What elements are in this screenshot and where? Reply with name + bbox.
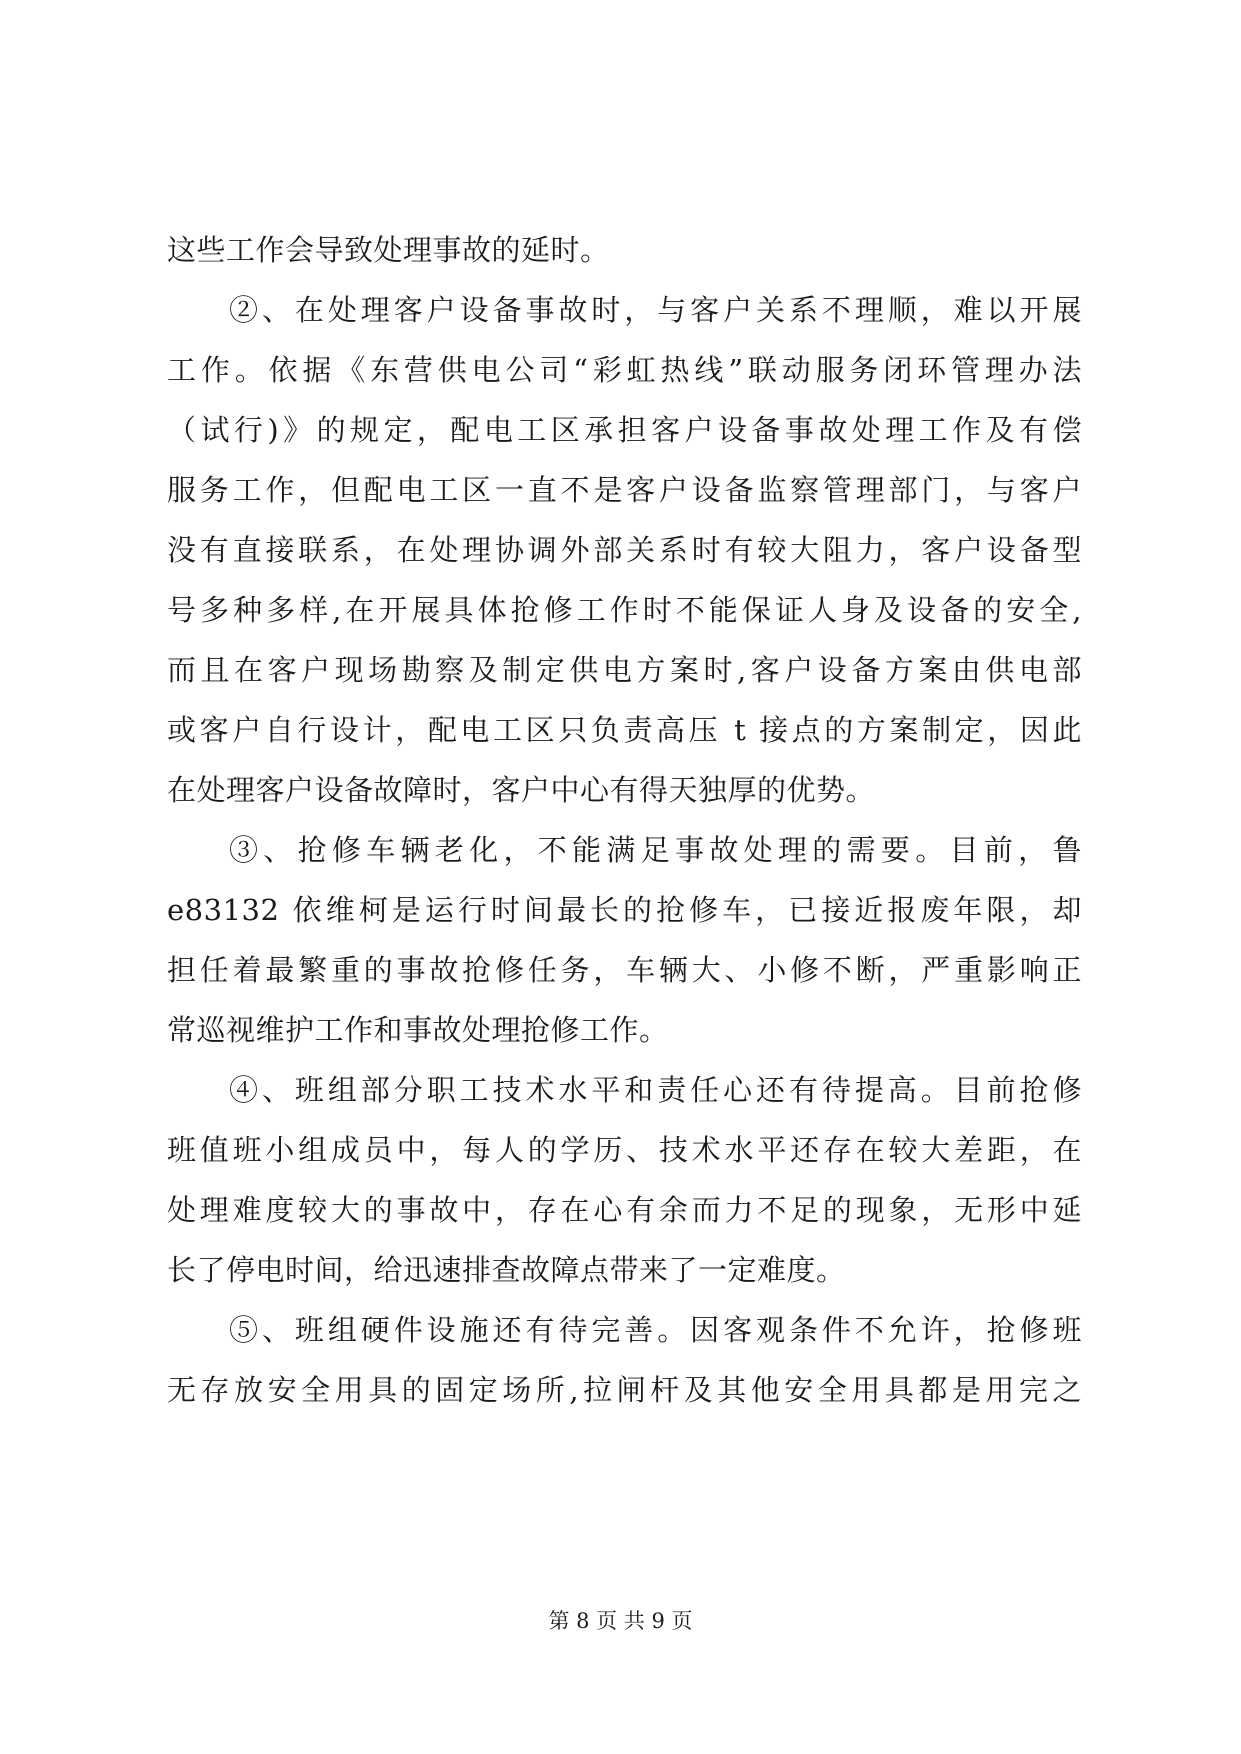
text-line: 在处理客户设备故障时，客户中心有得天独厚的优势。: [167, 773, 876, 807]
text-line: 担任着最繁重的事故抢修任务，车辆大、小修不断，严重影响正: [167, 953, 1082, 987]
text-line: 而且在客户现场勘察及制定供电方案时,客户设备方案由供电部: [167, 653, 1082, 687]
body-text: [167, 220, 1082, 1420]
text-line: 服务工作，但配电工区一直不是客户设备监察管理部门，与客户: [167, 473, 1082, 507]
text-line: 长了停电时间，给迅速排查故障点带来了一定难度。: [167, 1253, 846, 1287]
text-line: 这些工作会导致处理事故的延时。: [167, 233, 610, 267]
text-line: 或客户自行设计，配电工区只负责高压 t 接点的方案制定，因此: [167, 713, 1082, 747]
text-line: 工作。依据《东营供电公司“彩虹热线”联动服务闭环管理办法: [167, 353, 1082, 387]
text-line: 无存放安全用具的固定场所,拉闸杆及其他安全用具都是用完之: [167, 1373, 1082, 1407]
text-line: 号多种多样,在开展具体抢修工作时不能保证人身及设备的安全,: [167, 593, 1082, 627]
text-line: ⑤、班组硬件设施还有待完善。因客观条件不允许，抢修班: [229, 1313, 1082, 1347]
text-line: e83132 依维柯是运行时间最长的抢修车，已接近报废年限，却: [167, 893, 1082, 927]
page-footer: 第 8 页 共 9 页: [548, 1609, 693, 1633]
text-line: ②、在处理客户设备事故时，与客户关系不理顺，难以开展: [229, 293, 1082, 327]
text-line: ④、班组部分职工技术水平和责任心还有待提高。目前抢修: [229, 1073, 1082, 1107]
text-line: （试行)》的规定，配电工区承担客户设备事故处理工作及有偿: [167, 413, 1082, 447]
text-line: 没有直接联系，在处理协调外部关系时有较大阻力，客户设备型: [167, 533, 1082, 567]
text-line: 常巡视维护工作和事故处理抢修工作。: [167, 1013, 669, 1047]
text-line: 班值班小组成员中，每人的学历、技术水平还存在较大差距，在: [167, 1133, 1082, 1167]
text-line: 处理难度较大的事故中，存在心有余而力不足的现象，无形中延: [167, 1193, 1082, 1227]
text-line: ③、抢修车辆老化，不能满足事故处理的需要。目前，鲁: [229, 833, 1082, 867]
